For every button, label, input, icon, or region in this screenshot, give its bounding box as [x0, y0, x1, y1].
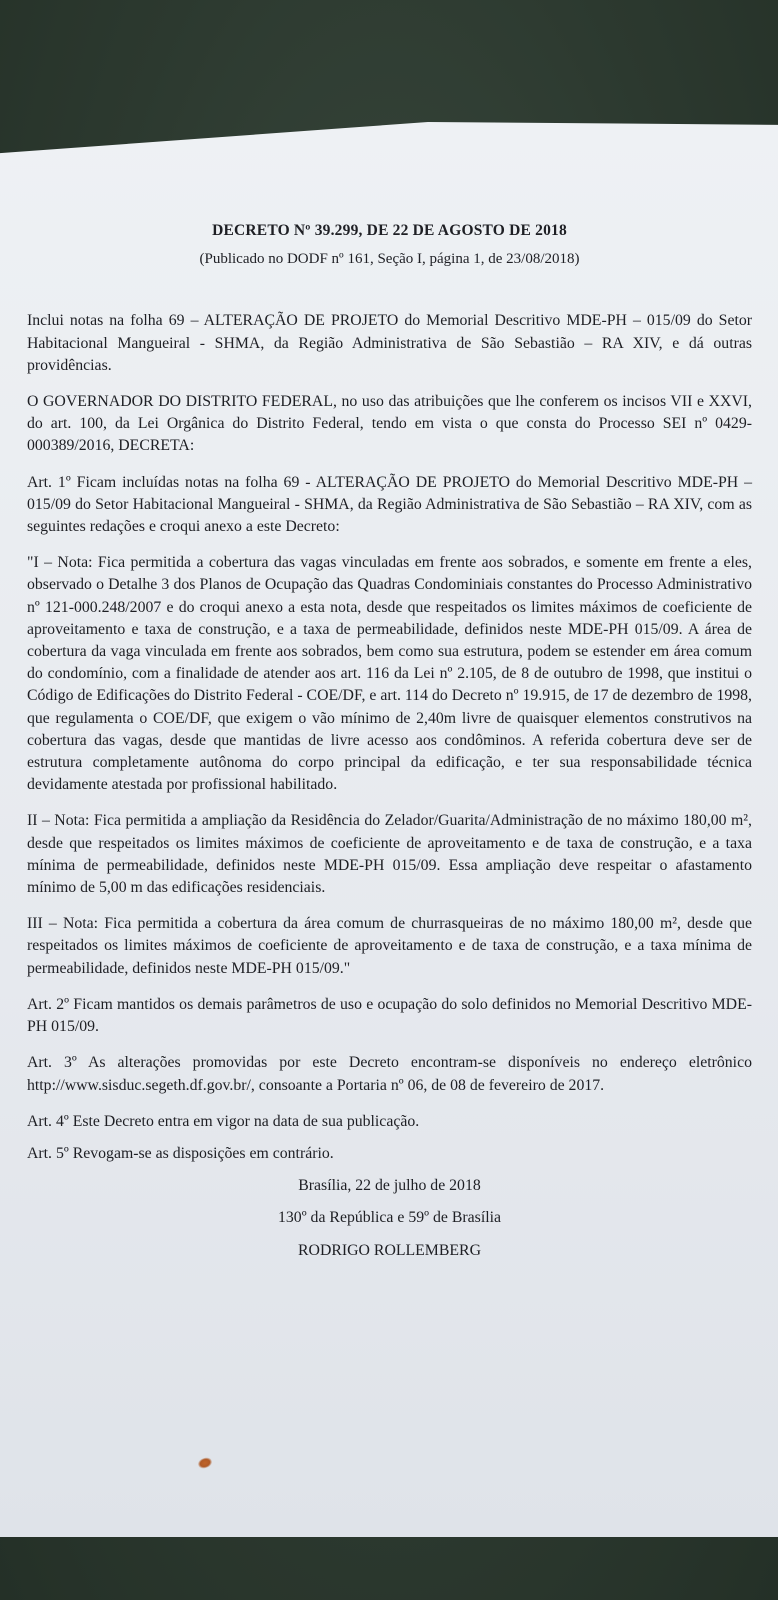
signatory: RODRIGO ROLLEMBERG [298, 1241, 481, 1259]
article-5: Art. 5º Revogam-se as disposições em contrário. [27, 1144, 334, 1162]
article-1: Art. 1º Ficam incluídas notas na folha 69 - ALTERAÇÃO DE PROJETO do Memorial Descritivo MDE-PH – 015/09 do Setor Habitacional Mangueiral - SHMA, da Região Administrativa de São Sebastião – RA XIV, com as seguintes redações e croqui anexo a este Decreto: [27, 473, 752, 536]
decree-title: DECRETO Nº 39.299, DE 22 DE AGOSTO DE 2018 [212, 222, 567, 239]
article-2: Art. 2º Ficam mantidos os demais parâmetros de uso e ocupação do solo definidos no Memorial Descritivo MDE-PH 015/09. [27, 995, 752, 1036]
publication-note: (Publicado no DODF nº 161, Seção I, página 1, de 23/08/2018) [199, 251, 580, 268]
article-3: Art. 3º As alterações promovidas por este Decreto encontram-se disponíveis no endereço eletrônico http://www.sisduc.segeth.df.gov.br/, consoante a Portaria nº 06, de 08 de fevereiro de 2017. [27, 1054, 752, 1094]
note-2: II – Nota: Fica permitida a ampliação da Residência do Zelador/Guarita/Administração de no máximo 180,00 m², desde que respeitados os limites máximos de coeficiente de aproveitamento e de taxa de construção, e a taxa mínima de permeabilidade, definidos neste MDE-PH 015/09. Essa ampliação deve respeitar o afastamento mínimo de 5,00 m das edificações residenciais. [27, 812, 752, 897]
article-4: Art. 4º Este Decreto entra em vigor na data de sua publicação. [27, 1112, 420, 1130]
decree-preamble: O GOVERNADOR DO DISTRITO FEDERAL, no uso das atribuições que lhe conferem os incisos VII e XXVI, do art. 100, da Lei Orgânica do Distrito Federal, tendo em vista o que consta do Processo SEI nº 0429-000389/2016, DECRETA: [27, 393, 752, 455]
note-1: "I – Nota: Fica permitida a cobertura das vagas vinculadas em frente aos sobrados, e somente em frente a eles, observado o Detalhe 3 dos Planos de Ocupação das Quadras Condominiais constantes do Processo Administrativo nº 121-000.248/2007 e do croqui anexo a esta nota, desde que respeitados os limites máximos de coeficiente de aproveitamento e taxa de construção, e a taxa de permeabilidade, definidos neste MDE-PH 015/09. A área de cobertura da vaga vinculada em frente aos sobrados, bem como sua estrutura, podem se estender em área comum do condomínio, com a finalidade de atender aos art. 116 da Lei nº 2.105, de 8 de outubro de 1998, que institui o Código de Edificações do Distrito Federal - COE/DF, e art. 114 do Decreto nº 19.915, de 17 de dezembro de 1998, que regulamenta o COE/DF, que exigem o vão mínimo de 2,40m livre de quaisquer elementos construtivos na cobertura das vagas, desde que mantidas de livre acesso aos condôminos. A referida cobertura deve ser de estrutura completamente autônoma do corpo principal da edificação, e ter sua responsabilidade técnica devidamente atestada por profissional habilitado. [27, 554, 752, 794]
republic-years: 130º da República e 59º de Brasília [278, 1209, 501, 1227]
note-3: III – Nota: Fica permitida a cobertura da área comum de churrasqueiras de no máximo 180,00 m², desde que respeitados os limites máximos de coeficiente de aproveitamento e de taxa de construção, e a taxa mínima de permeabilidade, definidos neste MDE-PH 015/09." [27, 915, 752, 977]
place-date: Brasília, 22 de julho de 2018 [298, 1177, 481, 1195]
decree-text [27, 220, 752, 1272]
decree-summary: Inclui notas na folha 69 – ALTERAÇÃO DE PROJETO do Memorial Descritivo MDE-PH – 015/09 do Setor Habitacional Mangueiral - SHMA, da Região Administrativa de São Sebastião – RA XIV, e dá outras providências. [27, 312, 752, 374]
